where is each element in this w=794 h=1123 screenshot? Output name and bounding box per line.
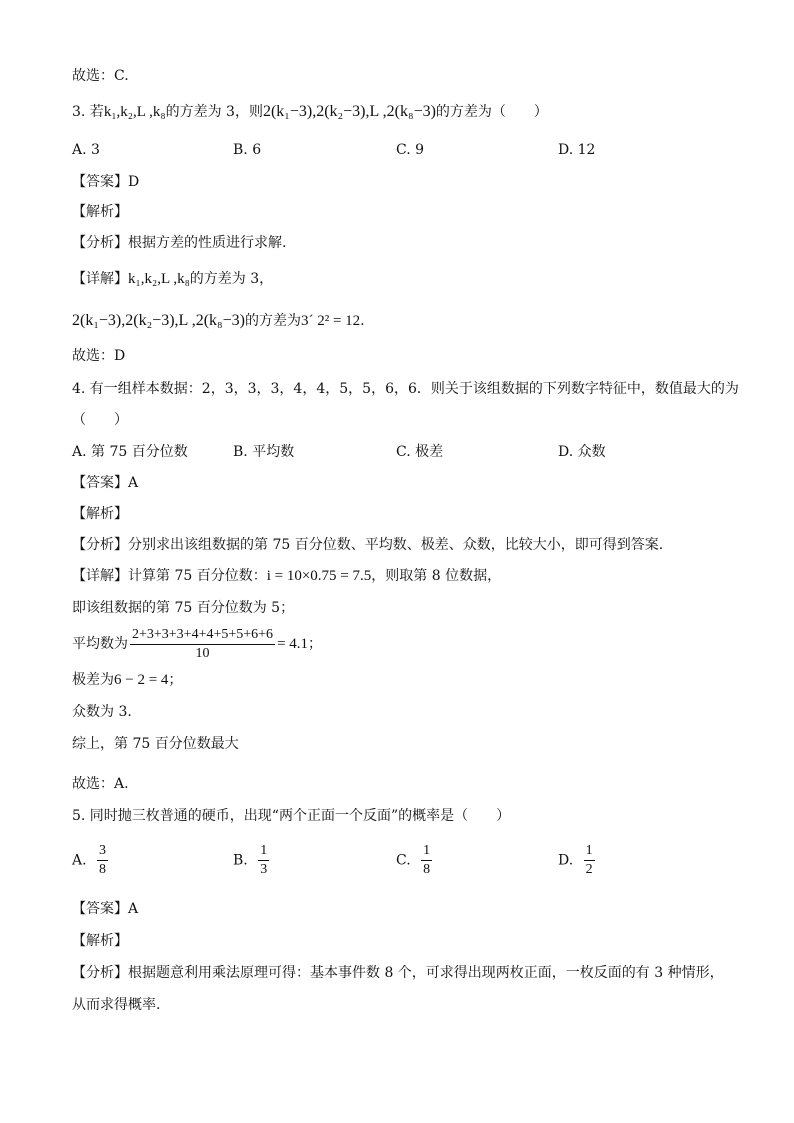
q4-choice: 故选：A. (72, 776, 129, 792)
q4-range-line: 极差为6 − 2 = 4； (72, 672, 183, 688)
q4-option-c: C. 极差 (396, 444, 444, 460)
mean-fraction: $\frac{2+3+3+3+4+4+5+5+6+6}{10}$ (132, 626, 274, 661)
q3-option-d: D. 12 (558, 142, 596, 158)
q5-analysis-line1: 【分析】根据题意利用乘法原理可得：基本事件数 8 个，可求得出现两枚正面，一枚反面的有 3 种情形， (72, 965, 724, 981)
q3-option-b: B. 6 (233, 142, 262, 158)
q4-option-b: B. 平均数 (233, 444, 295, 460)
q5-analysis-line2: 从而求得概率. (72, 997, 161, 1013)
q5-analysis-heading: 【解析】 (72, 933, 128, 949)
q3-analysis: 【分析】根据方差的性质进行求解. (72, 235, 287, 251)
q3-stem: 3. 若k₁,k₂,L ,k₈的方差为 3，则2(k₁−3),2(k₂−3),L ,2(k₈−3)的方差为（ ） (72, 103, 548, 120)
q4-mean-line: 平均数为 $\frac{2+3+3+3+4+4+5+5+6+6}{10}$ = 4.1； (72, 626, 323, 661)
q4-analysis-heading: 【解析】 (72, 506, 128, 522)
q5-stem: 5. 同时抛三枚普通的硬币，出现“两个正面一个反面”的概率是（ ） (72, 808, 511, 824)
q2-choice-line: 故选：C. (72, 68, 129, 84)
q5-answer: 【答案】A (72, 901, 139, 917)
q3-answer: 【答案】D (72, 174, 140, 190)
q4-mode-line: 众数为 3. (72, 704, 132, 720)
q4-analysis: 【分析】分别求出该组数据的第 75 百分位数、平均数、极差、众数，比较大小，即可得到答案. (72, 537, 664, 553)
q3-detail-line2: 2(k₁−3),2(k₂−3),L ,2(k₈−3)的方差为3´ 2² = 12. (72, 312, 365, 329)
q3-analysis-heading: 【解析】 (72, 204, 128, 220)
q4-detail-line2: 即该组数据的第 75 百分位数为 5； (72, 600, 295, 616)
q3-detail-line1: 【详解】k₁,k₂,L ,k₈的方差为 3， (72, 271, 274, 287)
q5-option-d: D. $\frac{1}{2}$ (558, 843, 593, 877)
q4-summary: 综上，第 75 百分位数最大 (72, 736, 239, 752)
q5-option-c: C. $\frac{1}{8}$ (396, 843, 431, 877)
q3-choice: 故选：D (72, 348, 126, 364)
q4-option-a: A. 第 75 百分位数 (72, 444, 188, 460)
q5-option-b: B. $\frac{1}{3}$ (233, 843, 268, 877)
q3-option-a: A. 3 (72, 142, 100, 158)
q3-option-c: C. 9 (396, 142, 425, 158)
q5-option-d-fraction: $\frac{1}{2}$ (585, 843, 593, 877)
q4-stem-line2: （ ） (72, 412, 128, 428)
q5-option-a: A. $\frac{3}{8}$ (72, 843, 107, 877)
q4-stem-line1: 4. 有一组样本数据：2，3，3，3，4，4，5，5，6，6．则关于该组数据的下列数字特征中，数值最大的为 (72, 381, 739, 397)
q5-option-b-fraction: $\frac{1}{3}$ (260, 843, 268, 877)
q4-answer: 【答案】A (72, 475, 139, 491)
q4-detail-line1: 【详解】计算第 75 百分位数：i = 10×0.75 = 7.5，则取第 8 位数据， (72, 568, 502, 584)
q4-option-d: D. 众数 (558, 444, 606, 460)
q5-option-c-fraction: $\frac{1}{8}$ (423, 843, 431, 877)
q5-option-a-fraction: $\frac{3}{8}$ (99, 843, 107, 877)
